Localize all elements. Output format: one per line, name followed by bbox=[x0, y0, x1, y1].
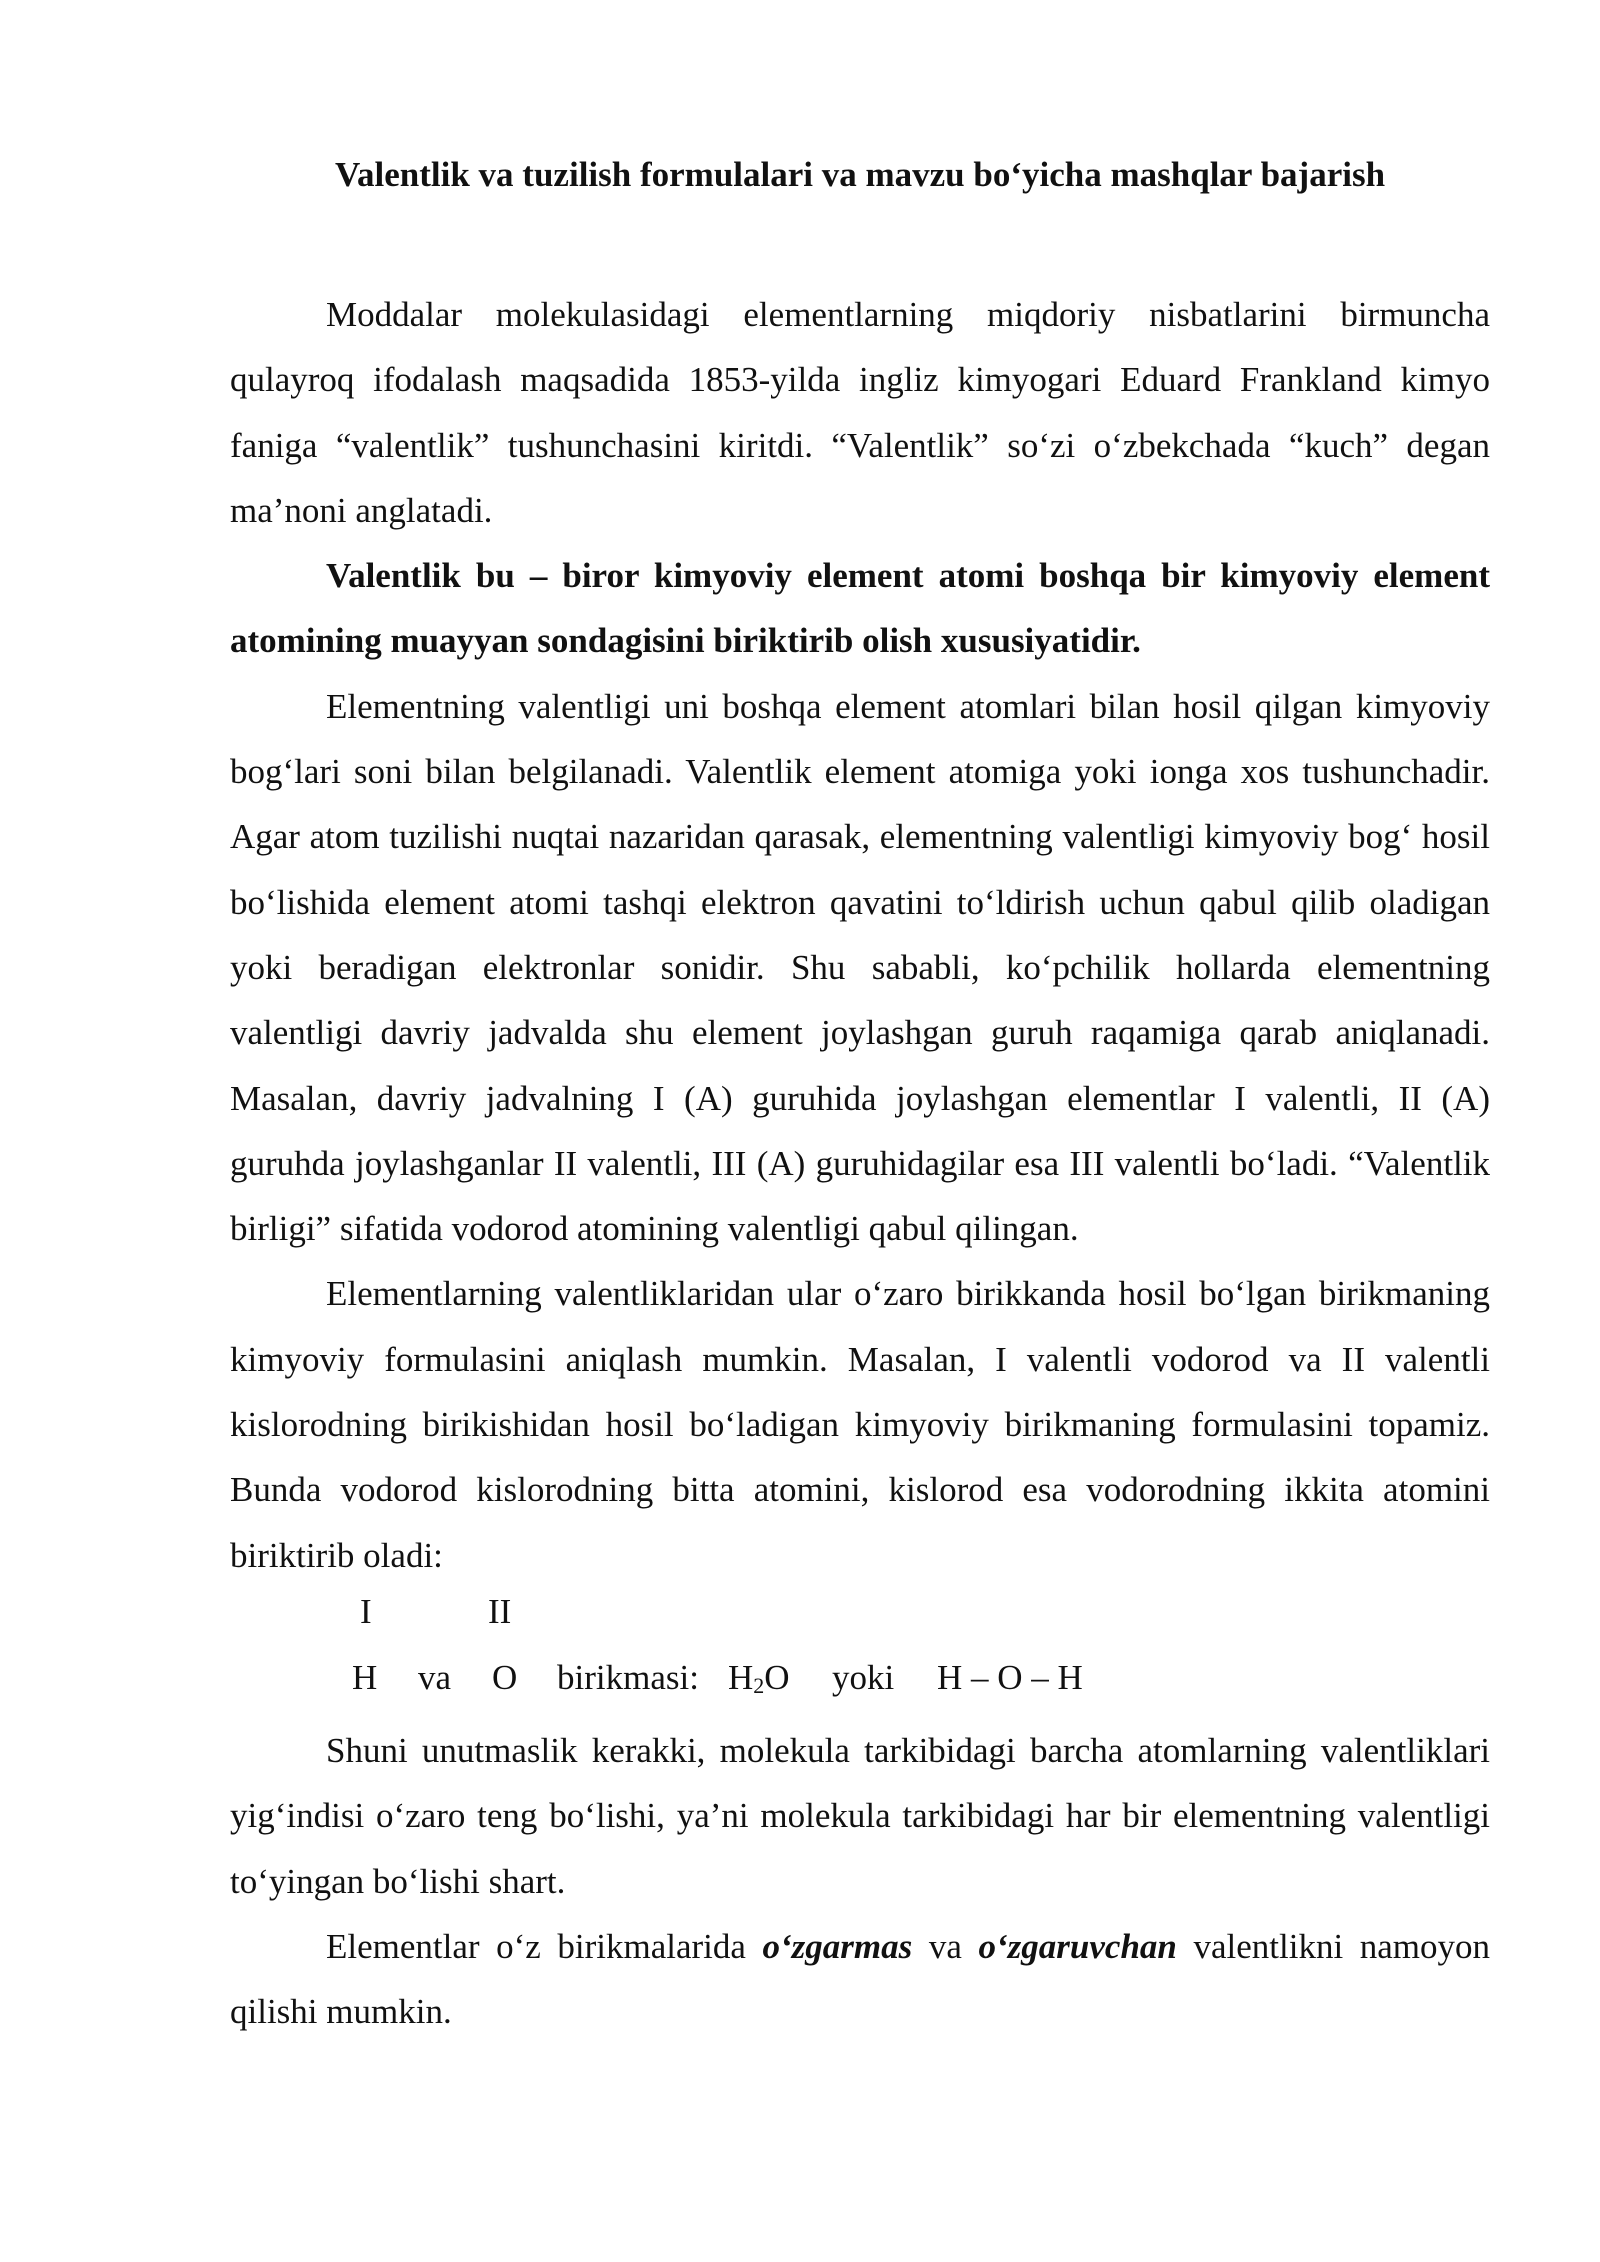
symbol-oxygen: O bbox=[492, 1657, 518, 1697]
symbol-hydrogen: H bbox=[352, 1657, 378, 1697]
document-page bbox=[230, 150, 1490, 2044]
paragraph-constant-variable bbox=[230, 1914, 1490, 2045]
h2o-subscript: 2 bbox=[753, 1672, 765, 1698]
water-formula-example bbox=[230, 1588, 1490, 1718]
paragraph-valence-explanation: Elementning valentligi uni boshqa element atomlari bilan hosil qilgan kimyoviy bog‘lari soni bilan belgilanadi. Valentlik element atomiga yoki ionga xos tushunchadir. Agar atom tuzilishi nuqtai nazaridan qarasak, elementning valentligi kimyoviy bog‘ hosil bo‘lishida element atomi tashqi elektron qavatini to‘ldirish uchun qabul qilib oladigan yoki beradigan elektronlar sonidir. Shu sababli, ko‘pchilik hollarda elementning valentligi davriy jadvalda shu element joylashgan guruh raqamiga qarab aniqlanadi. Masalan, davriy jadvalning I (A) guruhida joylashgan elementlar I valentli, II (A) guruhda joylashganlar II valentli, III (A) guruhidagilar esa III valentli bo‘ladi. “Valentlik birligi” sifatida vodorod atomining valentligi qabul qilingan. bbox=[230, 686, 1490, 1249]
conjunction-yoki: yoki bbox=[832, 1657, 895, 1697]
paragraph-valence-sum: Shuni unutmaslik kerakki, molekula tarkibidagi barcha atomlarning valentliklari yig‘indisi o‘zaro teng bo‘lishi, ya’ni molekula tarkibidagi har bir elementning valentligi to‘yingan bo‘lishi shart. bbox=[230, 1730, 1490, 1901]
structural-formula-water: H – O – H bbox=[937, 1657, 1083, 1697]
p6-end: valentlikni namoyon qilishi mumkin. bbox=[230, 1926, 1491, 2032]
term-variable-valence: o‘zgaruvchan bbox=[978, 1926, 1177, 1966]
h2o-h: H bbox=[728, 1657, 754, 1697]
paragraph-formula-intro: Elementlarning valentliklaridan ular o‘zaro birikkanda hosil bo‘lgan birikmaning kimyoviy formulasini aniqlash mumkin. Masalan, I valentli vodorod va II valentli kislorodning birikishidan hosil bo‘ladigan kimyoviy birikmaning formulasini topamiz. Bunda vodorod kislorodning bitta atomini, kislorod esa vodorodning ikkita atomini biriktirib oladi: bbox=[230, 1274, 1490, 1575]
valence-label-hydrogen: I bbox=[360, 1591, 372, 1631]
term-constant-valence: o‘zgarmas bbox=[762, 1926, 913, 1966]
formula-h2o bbox=[728, 1658, 790, 1698]
paragraph-frankland: Moddalar molekulasidagi elementlarning miqdoriy nisbatlarini birmuncha qulayroq ifodalash maqsadida 1853-yilda ingliz kimyogari Eduard Frankland kimyo faniga “valentlik” tushunchasini kiritdi. “Valentlik” so‘zi o‘zbekchada “kuch” degan ma’noni anglatadi. bbox=[230, 295, 1490, 530]
p6-start: Elementlar o‘z birikmalarida bbox=[326, 1926, 746, 1966]
valence-label-oxygen: II bbox=[488, 1591, 512, 1631]
conjunction-va: va bbox=[418, 1657, 452, 1697]
paragraph-valence-definition: Valentlik bu – biror kimyoviy element atomi boshqa bir kimyoviy element atomining muayyan sondagisini biriktirib olish xususiyatidir. bbox=[230, 556, 1490, 661]
label-birikmasi: birikmasi: bbox=[557, 1657, 699, 1697]
p6-mid: va bbox=[928, 1926, 962, 1966]
h2o-o: O bbox=[764, 1657, 790, 1697]
document-title: Valentlik va tuzilish formulalari va mavzu bo‘yicha mashqlar bajarish bbox=[334, 155, 1386, 194]
